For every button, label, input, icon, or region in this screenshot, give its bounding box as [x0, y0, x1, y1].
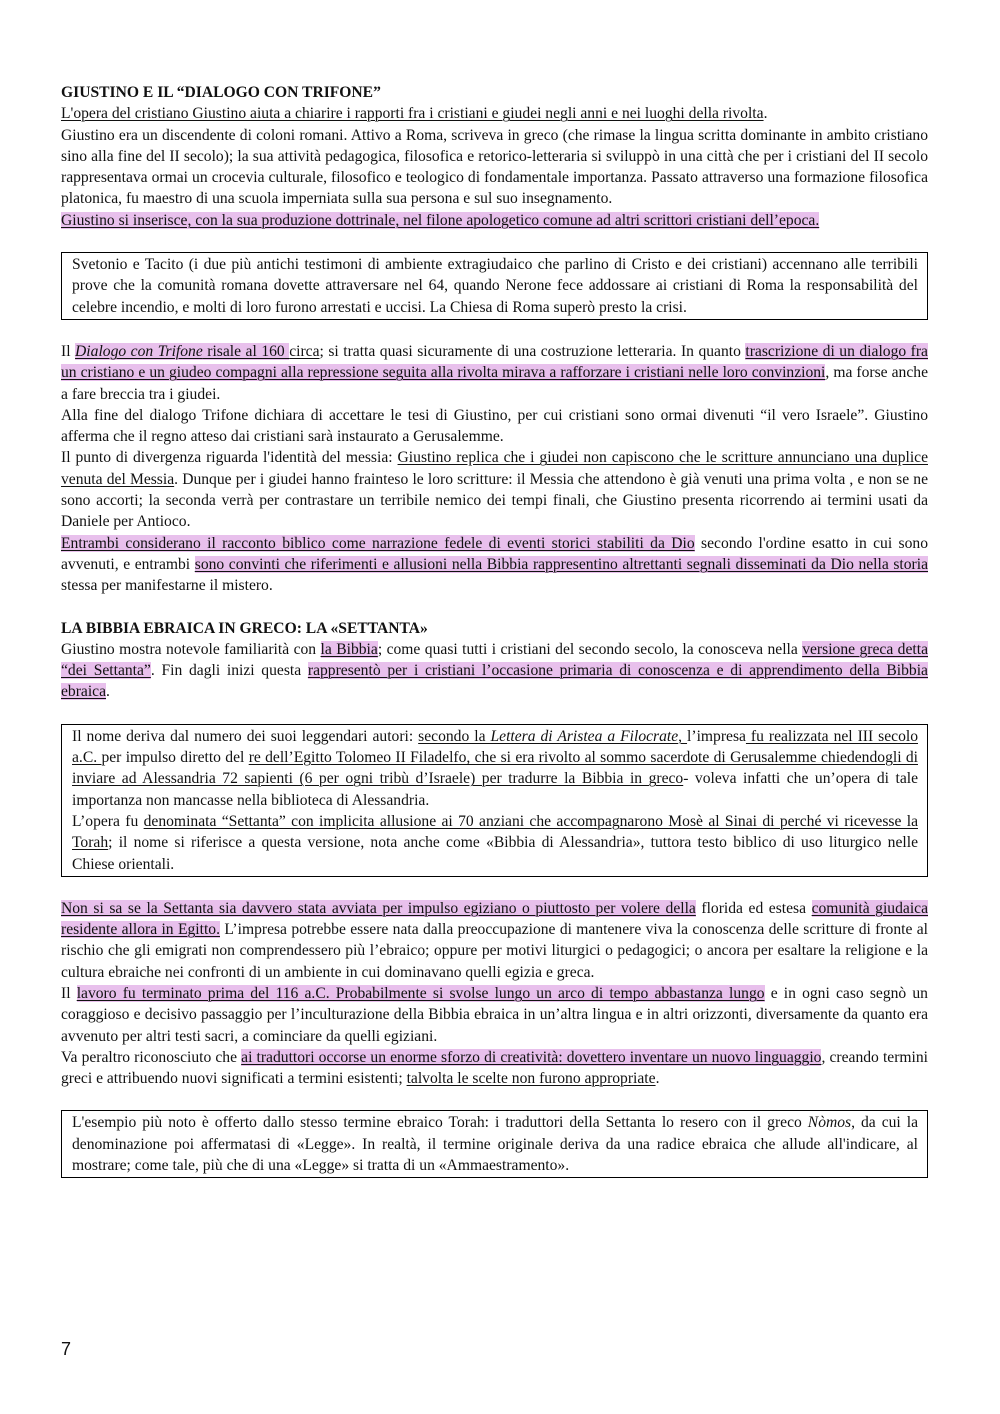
document-page	[61, 82, 928, 1178]
highlighted-text: trascrizione di un dialogo fra un cristiano e un giudeo compagni alla repressione seguita alla rivolta mirava a rafforzare i cristiani nelle loro convinzioni	[61, 342, 928, 382]
text: , da cui la denominazione poi affermatasi di «Legge». In realtà, il termine originale deriva da una radice ebraica che allude all'indicare, al mostrare; come tale, più che di una «Legge» si tratta di un «Ammaestramento».	[72, 1114, 918, 1175]
text: .	[655, 1070, 660, 1088]
text: secondo l'ordine esatto in cui sono avvenuti, e entrambi	[61, 534, 928, 573]
underlined-text: secondo la	[418, 727, 491, 745]
text: L’impresa potrebbe essere nata dalla preoccupazione di mantenere viva la conoscenza delle scritture di fronte al rischio che gli emigrati non comprendessero più l’ebraico; oppure per motivi liturgici o pedagogici; o ancora per esaltare la religione e la cultura ebraiche nei confronti di un ambiente in cui dominavano quelli egizia e greca.	[61, 921, 929, 981]
underlined-text: Giustino replica che i giudei non capiscono che le scritture annunciano una duplice venuta del Messia	[61, 449, 928, 488]
text: stessa per manifestarne il mistero.	[61, 577, 273, 595]
text: . Dunque per i giudei hanno frainteso le loro scritture: il Messia che attendono è già venuti una prima volta , e non se ne sono accorti; la seconda verrà per contrastare un terribile nemico dei tempi finali, che Giustino presenta ricorrendo ai termini usati da Daniele per Antioco.	[61, 470, 929, 531]
note-box-torah	[61, 1110, 928, 1178]
underlined-text: L'opera del cristiano Giustino aiuta a chiarire i rapporti fra i cristiani e giudei negli anni e nei luoghi della rivolta	[61, 105, 764, 123]
paragraph-trifone: Alla fine del dialogo Trifone dichiara di accettare le tesi di Giustino, per cui cristiani sono ormai divenuti “il vero Israele”. Giustino afferma che il regno atteso dai cristiani sarà instaurato a Gerusalemme.	[61, 406, 928, 446]
highlighted-text: comunità giudaica residente allora in Egitto.	[61, 899, 928, 939]
paragraph-dialogo	[61, 341, 928, 405]
text: , ma forse anche a fare breccia tra i giudei.	[61, 364, 928, 403]
highlighted-text: lavoro fu terminato prima del 116 a.C. Probabilmente si svolse lungo un arco di tempo abbastanza lungo	[76, 984, 765, 1002]
text: Il	[61, 984, 77, 1002]
paragraph-biography: Giustino era un discendente di coloni romani. Attivo a Roma, scriveva in greco (che rimase la lingua scritta dominante in ambito cristiano sino alla fine del II secolo); la sua attività pedagogica, filosofica e retorico-letteraria si sviluppò in una città che per i cristiani del II secolo rappresentava ormai un crocevia culturale, filosofico e teologico di fondamentale importanza. Passato attraverso una formazione filosofica platonica, fu maestro di una scuola imperniata sulla sua persona e sul suo insegnamento.	[61, 126, 928, 208]
paragraph-entrambi	[61, 533, 928, 597]
text: .	[106, 683, 110, 701]
note-text	[72, 1112, 918, 1176]
text: ; il nome si riferisce a questa versione, nota anche come «Bibbia di Alessandria», tuttora testo biblico di uso liturgico nelle Chiese orientali.	[72, 834, 918, 873]
highlighted-text: rappresentò per i cristiani l’occasione primaria di conoscenza e di apprendimento della Bibbia ebraica	[61, 662, 928, 701]
text: l’impresa	[687, 727, 746, 745]
underlined-text: circa	[289, 342, 320, 360]
text: Il nome deriva dal numero dei suoi leggendari autori:	[72, 727, 419, 745]
underlined-text: ,	[678, 727, 688, 745]
underlined-text: denominata “Settanta” con implicita allusione ai 70 anziani che accompagnarono Mosè al Sinai di perché vi ricevesse la Torah	[72, 812, 918, 852]
text: L’opera fu	[72, 812, 144, 830]
paragraph-familiarita	[61, 639, 928, 703]
highlighted-text: la Bibbia	[320, 640, 378, 658]
paragraph-apologetic	[61, 210, 928, 231]
text: Va peraltro riconosciuto che	[61, 1048, 242, 1066]
note-box-svetonio	[61, 252, 928, 320]
note-text	[72, 811, 918, 875]
highlighted-text: Non si sa se la Settanta sia davvero stata avviata per impulso egiziano o piuttosto per volere della	[61, 899, 696, 917]
paragraph-lavoro	[61, 983, 928, 1047]
paragraph-traduttori	[61, 1047, 928, 1090]
underlined-text: talvolta le scelte non furono appropriate	[406, 1070, 656, 1088]
paragraph-intro	[61, 103, 928, 124]
text: Il punto di divergenza riguarda l'identità del messia:	[61, 449, 398, 467]
highlighted-text: versione greca detta “dei Settanta”	[61, 640, 928, 680]
note-text: Svetonio e Tacito (i due più antichi testimoni di ambiente extragiudaico che parlino di Cristo e dei cristiani) accennano alle terribili prove che la comunità romana dovette attraversare nel 64, quando Nerone fece addossare ai cristiani di Roma la responsabilità del celebre incendio, e molti di loro furono arrestati e uccisi. La Chiesa di Roma superò presto la crisi.	[72, 256, 918, 316]
highlighted-text: sono convinti che riferimenti e allusioni nella Bibbia rappresentino altrettanti segnali disseminati da Dio nella storia	[194, 555, 929, 573]
note-box-nome	[61, 724, 928, 877]
underlined-text: re dell’Egitto Tolomeo II Filadelfo, che si era rivolto al sommo sacerdote di Gerusalemme chiedendogli di inviare ad Alessandria 72 sapienti (6 per ogni tribù d’Israele) per tradurre la Bibbia in greco	[72, 749, 918, 788]
text: florida ed estesa	[695, 899, 812, 917]
page-number: 7	[61, 1339, 72, 1359]
highlighted-text: Giustino si inserisce, con la sua produzione dottrinale, nel filone apologetico comune ad altri scrittori cristiani dell’epoca.	[61, 211, 820, 229]
text: Il	[61, 342, 76, 360]
paragraph-origine	[61, 898, 928, 983]
text: per impulso diretto del	[101, 749, 249, 767]
text: .	[763, 105, 768, 123]
highlighted-text: Entrambi considerano il racconto biblico come narrazione fedele di eventi storici stabiliti da Dio	[61, 534, 695, 552]
text: Giustino mostra notevole familiarità con	[61, 640, 321, 658]
highlighted-title: Dialogo con Trifone	[75, 342, 203, 360]
highlighted-text: risale al 160	[202, 342, 290, 360]
paragraph-divergenza	[61, 447, 928, 532]
text: ; come quasi tutti i cristiani del secondo secolo, la conosceva nella	[377, 640, 803, 658]
text: L'esempio più noto è offerto dallo stesso termine ebraico Torah: i traduttori della Settanta lo resero con il greco	[72, 1114, 808, 1132]
text: . Fin dagli inizi questa	[150, 662, 308, 680]
note-text	[72, 726, 918, 811]
text: ; si tratta quasi sicuramente di una costruzione letteraria. In quanto	[319, 342, 746, 360]
section-title-settanta: LA BIBBIA EBRAICA IN GRECO: LA «SETTANTA»	[61, 619, 428, 637]
text: , creando termini greci e attribuendo nuovi significati a termini esistenti;	[61, 1048, 928, 1088]
italic-term: Nòmos	[807, 1114, 852, 1132]
text: e in ogni caso segnò un coraggioso e decisivo passaggio per l’inculturazione della Bibbia ebraica in un’altra lingua e in altri orizzonti, diversamente da quanto era avvenuto per altri testi sacri, a cominciare da quelli egiziani.	[61, 984, 928, 1045]
text: - voleva infatti che un’opera di tale importanza non mancasse nella biblioteca di Alessandria.	[72, 770, 918, 809]
highlighted-text: ai traduttori occorse un enorme sforzo di creatività: dovettero inventare un nuovo linguaggio	[241, 1048, 822, 1066]
underlined-title: Lettera di Aristea a Filocrate	[490, 727, 679, 745]
underlined-text: fu realizzata nel III secolo a.C.	[72, 727, 918, 767]
section-title-giustino: GIUSTINO E IL “DIALOGO CON TRIFONE”	[61, 84, 381, 101]
